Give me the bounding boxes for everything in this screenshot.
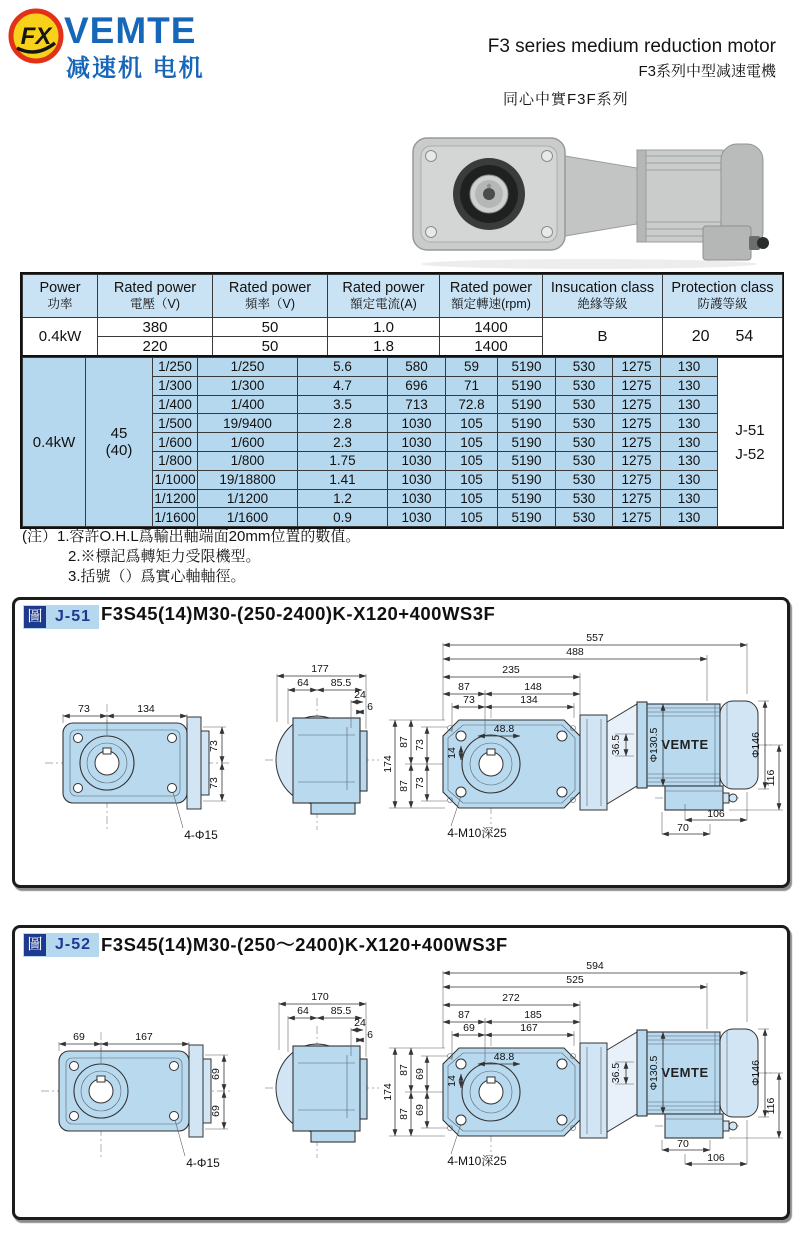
svg-text:170: 170 [311, 991, 329, 1003]
svg-text:185: 185 [524, 1009, 542, 1021]
ratio-cell: 130 [661, 470, 718, 489]
ratio-power-cell: 0.4kW [23, 358, 86, 527]
speed-cell: 1400 [440, 337, 543, 357]
ratio-cell: 530 [556, 376, 613, 395]
ratio-cell: 105 [446, 489, 498, 508]
svg-text:148: 148 [524, 681, 542, 693]
svg-text:69: 69 [73, 1031, 85, 1043]
spec-table-lower [22, 357, 783, 527]
svg-text:48.8: 48.8 [493, 1051, 515, 1063]
ratio-cell: 1275 [613, 489, 661, 508]
ratio-cell: 105 [446, 470, 498, 489]
ratio-table-body [23, 358, 783, 527]
svg-text:4-M10深25: 4-M10深25 [447, 1154, 507, 1168]
svg-text:Φ130.5: Φ130.5 [648, 1055, 660, 1091]
current-cell: 1.0 [328, 318, 440, 337]
svg-text:Φ130.5: Φ130.5 [648, 727, 660, 763]
page-title-zh: F3系列中型减速電機 [638, 63, 776, 80]
ratio-cell: 530 [556, 414, 613, 433]
svg-text:557: 557 [586, 632, 604, 644]
ratio-cell: 713 [388, 395, 446, 414]
ratio-cell: 1275 [613, 470, 661, 489]
svg-text:87: 87 [458, 681, 470, 693]
svg-text:73: 73 [463, 694, 475, 706]
ratio-cell: 1275 [613, 414, 661, 433]
svg-text:4-Φ15: 4-Φ15 [186, 1156, 220, 1170]
ratio-cell: 1275 [613, 508, 661, 527]
ratio-cell: 530 [556, 395, 613, 414]
ratio-cell: 1/300 [198, 376, 298, 395]
ratio-cell: 530 [556, 470, 613, 489]
svg-text:70: 70 [677, 1138, 689, 1150]
ratio-cell: 5190 [498, 451, 556, 470]
ratio-cell: 105 [446, 414, 498, 433]
ratio-cell: 5190 [498, 395, 556, 414]
main-view [435, 632, 783, 840]
ratio-cell: 1/300 [153, 376, 198, 395]
svg-text:488: 488 [566, 646, 584, 658]
col-current: Rated power 額定電流(A) [328, 275, 440, 318]
col-voltage: Rated power 電壓（V) [98, 275, 213, 318]
ratio-cell: 1275 [613, 358, 661, 377]
ratio-cell: 130 [661, 358, 718, 377]
shaft-value: (40) [105, 442, 133, 460]
svg-text:85.5: 85.5 [330, 1005, 352, 1017]
figure-badge-label: J-51 [55, 608, 92, 625]
ratio-cell: 130 [661, 376, 718, 395]
figure-ref-cell [718, 358, 783, 527]
ratio-cell: 530 [556, 489, 613, 508]
note-line: (注）1.容許O.H.L爲輸出軸端面20mm位置的數值。 [22, 528, 361, 545]
figure-icon: 圖 [24, 606, 46, 628]
svg-text:64: 64 [297, 677, 309, 689]
svg-text:116: 116 [765, 1097, 777, 1115]
ratio-cell: 4.7 [298, 376, 388, 395]
svg-text:Φ146: Φ146 [750, 732, 762, 758]
brand-name: VEMTE [64, 10, 197, 51]
svg-text:235: 235 [502, 664, 520, 676]
ratio-cell: 1/400 [198, 395, 298, 414]
model-title: F3S45(14)M30-(250-2400)K-X120+400WS3F [101, 603, 496, 624]
ratio-cell: 130 [661, 433, 718, 452]
ratio-cell: 1275 [613, 451, 661, 470]
ratio-cell: 1275 [613, 433, 661, 452]
diagram-box-j51 [12, 597, 790, 888]
svg-text:73: 73 [208, 740, 220, 752]
ratio-cell: 130 [661, 451, 718, 470]
svg-text:6: 6 [367, 1029, 373, 1041]
svg-text:Φ146: Φ146 [750, 1060, 762, 1086]
svg-text:VEMTE: VEMTE [661, 1065, 709, 1080]
ratio-cell: 5190 [498, 376, 556, 395]
svg-text:106: 106 [707, 1152, 725, 1164]
ratio-cell: 530 [556, 433, 613, 452]
profile-view [265, 663, 379, 830]
motor-illustration [413, 138, 769, 269]
svg-text:4-Φ15: 4-Φ15 [184, 828, 218, 842]
ratio-cell: 1.2 [298, 489, 388, 508]
ratio-cell: 5190 [498, 358, 556, 377]
svg-text:VEMTE: VEMTE [661, 737, 709, 752]
svg-text:69: 69 [414, 1068, 426, 1080]
svg-text:525: 525 [566, 974, 584, 986]
ratio-cell: 1/400 [153, 395, 198, 414]
diagram-box-j52 [12, 925, 790, 1220]
ratio-cell: 1030 [388, 414, 446, 433]
svg-text:87: 87 [398, 1108, 410, 1120]
ratio-row [23, 358, 783, 377]
svg-text:14: 14 [446, 1075, 458, 1087]
frequency-cell: 50 [213, 337, 328, 357]
ratio-cell: 530 [556, 358, 613, 377]
ratio-cell: 3.5 [298, 395, 388, 414]
ratio-cell: 1/1000 [154, 472, 196, 488]
speed-cell: 1400 [440, 318, 543, 337]
ratio-cell: 105 [446, 451, 498, 470]
svg-text:6: 6 [367, 701, 373, 713]
ratio-cell: 1/250 [198, 358, 298, 377]
spec-table-upper [22, 274, 783, 357]
svg-text:134: 134 [520, 694, 538, 706]
svg-text:85.5: 85.5 [330, 677, 352, 689]
note-line: 3.括號（）爲實心軸軸徑。 [68, 568, 246, 585]
svg-text:87: 87 [458, 1009, 470, 1021]
ratio-cell: 1/600 [153, 433, 198, 452]
model-title: F3S45(14)M30-(250～2400)K-X120+400WS3F [101, 934, 508, 955]
ratio-cell: 130 [661, 489, 718, 508]
ratio-cell: 130 [661, 395, 718, 414]
protection-value: 54 [735, 327, 754, 345]
shaft-cell [86, 358, 153, 527]
brand-subtitle: 减速机 电机 [66, 55, 205, 82]
ratio-cell: 5190 [498, 508, 556, 527]
title-block [488, 36, 776, 81]
ratio-cell: 1030 [388, 470, 446, 489]
ratio-cell: 5190 [498, 470, 556, 489]
svg-text:177: 177 [311, 663, 329, 675]
svg-text:73: 73 [414, 777, 426, 789]
ratio-cell: 1275 [613, 395, 661, 414]
frequency-cell: 50 [213, 318, 328, 337]
svg-text:116: 116 [765, 769, 777, 787]
svg-text:73: 73 [414, 739, 426, 751]
ratio-cell: 530 [556, 508, 613, 527]
figure-icon: 圖 [24, 934, 46, 956]
ratio-cell: 696 [388, 376, 446, 395]
ratio-cell: 72.8 [446, 395, 498, 414]
ratio-cell: 19/9400 [198, 414, 298, 433]
ratio-cell: 71 [446, 376, 498, 395]
ratio-cell: 1275 [613, 376, 661, 395]
vemte-logo-icon [8, 6, 64, 64]
svg-text:14: 14 [446, 747, 458, 759]
ratio-cell: 1.41 [298, 470, 388, 489]
figure-badge [23, 933, 99, 957]
ratio-cell: 2.3 [298, 433, 388, 452]
ratio-cell: 1030 [388, 451, 446, 470]
ratio-cell: 530 [556, 451, 613, 470]
ratio-cell: 1/800 [198, 451, 298, 470]
page-header [0, 0, 800, 120]
svg-text:69: 69 [210, 1105, 222, 1117]
svg-text:174: 174 [382, 755, 394, 773]
ratio-cell: 1/800 [153, 451, 198, 470]
col-power: Power 功率 [23, 275, 98, 318]
current-cell: 1.8 [328, 337, 440, 357]
svg-text:69: 69 [210, 1068, 222, 1080]
ratio-cell: 0.9 [298, 508, 388, 527]
svg-text:24: 24 [354, 1017, 366, 1029]
ratio-cell: 2.8 [298, 414, 388, 433]
svg-text:167: 167 [135, 1031, 153, 1043]
svg-text:73: 73 [78, 703, 90, 715]
protection-cell [663, 318, 783, 357]
profile-view [265, 991, 379, 1158]
svg-text:87: 87 [398, 736, 410, 748]
logo-glyph: FX [20, 23, 52, 50]
svg-text:4-M10深25: 4-M10深25 [447, 826, 507, 840]
spec-table [20, 272, 784, 529]
figure-badge [23, 605, 99, 629]
shaft-value: 45 [110, 425, 128, 443]
col-speed: Rated power 額定轉速(rpm) [440, 275, 543, 318]
col-insulation: Insucation class 絶緣等級 [543, 275, 663, 318]
ratio-cell: 1030 [388, 508, 446, 527]
voltage-cell: 220 [98, 337, 213, 357]
ratio-cell: 1030 [388, 489, 446, 508]
svg-text:594: 594 [586, 960, 604, 972]
page-title-en: F3 series medium reduction motor [487, 36, 776, 57]
protection-value: 20 [691, 327, 710, 345]
svg-text:174: 174 [382, 1083, 394, 1101]
figure-badge-label: J-52 [55, 936, 92, 953]
series-subtitle: 同心中實F3F系列 [503, 91, 629, 108]
ratio-cell: 5190 [498, 414, 556, 433]
ratio-cell: 1/1200 [198, 489, 298, 508]
notes [22, 527, 360, 587]
ratio-cell: 1.75 [298, 451, 388, 470]
svg-text:87: 87 [398, 780, 410, 792]
svg-text:69: 69 [463, 1022, 475, 1034]
technical-drawing-j52 [17, 960, 783, 1208]
svg-text:64: 64 [297, 1005, 309, 1017]
figure-ref: J-51 [735, 421, 765, 439]
ratio-cell: 5.6 [298, 358, 388, 377]
svg-text:70: 70 [677, 822, 689, 834]
ratio-cell: 1/500 [153, 414, 198, 433]
svg-text:36.5: 36.5 [610, 1062, 622, 1084]
front-view [45, 703, 231, 842]
product-photo [405, 122, 773, 270]
ratio-cell: 1/1600 [198, 508, 298, 527]
ratio-cell: 1/1200 [154, 490, 196, 506]
ratio-cell: 5190 [498, 489, 556, 508]
power-cell: 0.4kW [23, 318, 98, 357]
svg-text:87: 87 [398, 1064, 410, 1076]
svg-text:73: 73 [208, 777, 220, 789]
svg-text:69: 69 [414, 1104, 426, 1116]
ratio-cell: 105 [446, 433, 498, 452]
voltage-cell: 380 [98, 318, 213, 337]
voltage-row [23, 318, 783, 337]
ratio-cell: 19/18800 [198, 470, 298, 489]
col-frequency: Rated power 頻率（V) [213, 275, 328, 318]
svg-text:106: 106 [707, 808, 725, 820]
note-line: 2.※標記爲轉矩力受限機型。 [68, 548, 261, 565]
svg-text:272: 272 [502, 992, 520, 1004]
svg-text:134: 134 [137, 703, 155, 715]
main-view [435, 960, 783, 1168]
front-view [41, 1031, 231, 1170]
header-row [23, 275, 783, 318]
svg-text:167: 167 [520, 1022, 538, 1034]
ratio-cell: 130 [661, 414, 718, 433]
ratio-cell: 130 [661, 508, 718, 527]
technical-drawing-j51 [17, 632, 783, 880]
ratio-cell: 5190 [498, 433, 556, 452]
ratio-cell: 1/1600 [154, 509, 196, 525]
ratio-cell: 105 [446, 508, 498, 527]
ratio-cell: 1/600 [198, 433, 298, 452]
col-protection: Protection class 防護等級 [663, 275, 783, 318]
ratio-cell: 1030 [388, 433, 446, 452]
svg-text:36.5: 36.5 [610, 734, 622, 756]
ratio-cell: 580 [388, 358, 446, 377]
ratio-cell: 1/250 [153, 358, 198, 377]
ratio-cell: 59 [446, 358, 498, 377]
svg-text:24: 24 [354, 689, 366, 701]
insulation-cell: B [543, 318, 663, 357]
figure-ref: J-52 [735, 445, 765, 463]
svg-text:48.8: 48.8 [493, 723, 515, 735]
